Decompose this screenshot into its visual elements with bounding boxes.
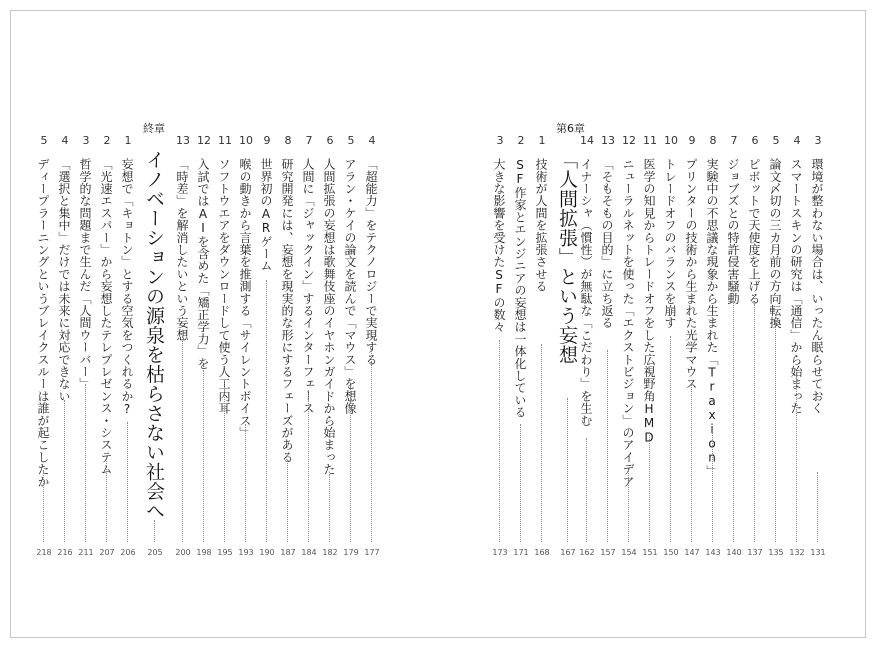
item-title: ジョブズとの特許侵害騒動 (726, 158, 740, 305)
leader-dots (329, 474, 330, 542)
page-number: 177 (364, 548, 380, 557)
item-number: 11 (218, 134, 232, 147)
item-title: 喉の動きから言葉を推測する「サイレントボイス」 (238, 158, 252, 439)
item-title: 入試ではAIを含めた「矯正学力」を (196, 158, 210, 370)
page-number: 195 (217, 548, 233, 557)
leader-dots (245, 424, 246, 542)
item-title: 「時差」を解消したいという妄想 (175, 158, 189, 341)
chapter-label: 終章 (143, 122, 165, 135)
page-number: 135 (768, 548, 784, 557)
leader-dots (567, 398, 568, 542)
item-title: トレードオフのバランスを崩す (663, 158, 677, 329)
leader-dots (691, 384, 692, 542)
page-number: 168 (534, 548, 550, 557)
item-title: イナーシャ（慣性）が無駄な「こだわり」を生む (579, 158, 593, 427)
leader-dots (628, 470, 629, 542)
page-number: 171 (513, 548, 529, 557)
page-number: 200 (175, 548, 191, 557)
leader-dots (154, 520, 155, 542)
item-title: ディープラーニングというブレイクスルーは誰が起こしたか (36, 158, 50, 488)
item-title: 環境が整わない場合は、いったん眠らせておく (810, 158, 824, 415)
chapter-heading[interactable] (143, 0, 167, 650)
page-number: 190 (259, 548, 275, 557)
leader-dots (350, 386, 351, 542)
item-number: 4 (368, 134, 376, 147)
item-number: 8 (709, 134, 717, 147)
item-title: 「光速エスパー」から妄想したテレプレゼンス・システム (99, 158, 113, 476)
item-title: ソフトウエアをダウンロードして使う人工内耳 (217, 158, 231, 415)
page-number: 218 (36, 548, 52, 557)
item-title: アラン・ケイの論文を読んで「マウス」を想像 (343, 158, 357, 415)
item-number: 1 (538, 134, 546, 147)
item-number: 1 (124, 134, 132, 147)
item-title: 人間に「ジャックイン」するインターフェース (301, 158, 315, 415)
item-number: 13 (601, 134, 615, 147)
item-title: 世界初のARゲーム (259, 158, 273, 272)
page-number: 132 (789, 548, 805, 557)
leader-dots (43, 470, 44, 542)
page-number: 179 (343, 548, 359, 557)
leader-dots (224, 380, 225, 542)
leader-dots (287, 460, 288, 542)
item-number: 4 (793, 134, 801, 147)
leader-dots (203, 370, 204, 542)
item-number: 14 (580, 134, 594, 147)
page-number: 211 (78, 548, 94, 557)
page-number: 206 (120, 548, 136, 557)
item-title: 大きな影響を受けたSFの数々 (492, 158, 506, 333)
item-number: 5 (772, 134, 780, 147)
toc-item[interactable] (34, 0, 54, 650)
leader-dots (670, 336, 671, 542)
leader-dots (775, 320, 776, 542)
page-number: 184 (301, 548, 317, 557)
leader-dots (499, 340, 500, 542)
item-title: 「超能力」をテクノロジーで実現する (364, 158, 378, 366)
item-number: 3 (82, 134, 90, 147)
item-title: 「そもそもの目的」に立ち返る (600, 158, 614, 329)
item-number: 5 (347, 134, 355, 147)
item-title: 実験中の不思議な現象から生まれた「Traxion」 (705, 158, 719, 477)
item-title: 妄想で「キョトン」とする空気をつくれるか? (120, 158, 134, 417)
page-number: 205 (147, 548, 163, 557)
page-number: 143 (705, 548, 721, 557)
item-number: 9 (688, 134, 696, 147)
leader-dots (182, 336, 183, 542)
leader-dots (371, 350, 372, 542)
chapter-heading[interactable] (556, 0, 585, 650)
item-title: 「選択と集中」だけでは未来に対応できない (57, 158, 71, 402)
page-number: 137 (747, 548, 763, 557)
leader-dots (308, 390, 309, 542)
leader-dots (733, 290, 734, 542)
page-number: 150 (663, 548, 679, 557)
leader-dots (586, 438, 587, 542)
item-title: ピボットで天使度を上げる (747, 158, 761, 305)
leader-dots (520, 424, 521, 542)
item-number: 7 (730, 134, 738, 147)
page-number: 140 (726, 548, 742, 557)
item-number: 13 (176, 134, 190, 147)
item-title: プリンターの技術から生まれた光学マウス (684, 158, 698, 390)
item-number: 10 (664, 134, 678, 147)
item-number: 3 (814, 134, 822, 147)
page-number: 162 (579, 548, 595, 557)
item-number: 2 (103, 134, 111, 147)
leader-dots (796, 376, 797, 542)
item-number: 7 (305, 134, 313, 147)
leader-dots (127, 422, 128, 542)
leader-dots (712, 430, 713, 542)
page-number: 193 (238, 548, 254, 557)
leader-dots (754, 304, 755, 542)
item-number: 8 (284, 134, 292, 147)
item-number: 12 (622, 134, 636, 147)
leader-dots (85, 384, 86, 542)
item-title: 医学の知見からトレードオフをした広視野角HMD (642, 158, 656, 445)
page-number: 198 (196, 548, 212, 557)
chapter-label: 第6章 (556, 122, 585, 135)
item-title: ニューラルネットを使った「エクストビジョン」のアイデア (621, 158, 635, 488)
leader-dots (266, 280, 267, 542)
page-number: 216 (57, 548, 73, 557)
item-number: 6 (751, 134, 759, 147)
toc-item[interactable] (173, 0, 193, 650)
item-title: スマートスキンの研究は「通信」から始まった (789, 158, 803, 415)
item-title: 哲学的な問題まで生んだ「人間ウーバー」 (78, 158, 92, 390)
page-number: 182 (322, 548, 338, 557)
item-number: 3 (496, 134, 504, 147)
page-number: 131 (810, 548, 826, 557)
item-number: 9 (263, 134, 271, 147)
chapter-title: イノベーションの源泉を枯らさない社会へ (143, 150, 165, 521)
item-title: SF作家とエンジニアの妄想は一体化している (513, 158, 527, 419)
page-number: 207 (99, 548, 115, 557)
item-number: 10 (239, 134, 253, 147)
leader-dots (64, 400, 65, 542)
page-number: 151 (642, 548, 658, 557)
item-number: 4 (61, 134, 69, 147)
item-number: 12 (197, 134, 211, 147)
item-number: 5 (40, 134, 48, 147)
page-number: 147 (684, 548, 700, 557)
page-number: 154 (621, 548, 637, 557)
item-number: 6 (326, 134, 334, 147)
page-number: 187 (280, 548, 296, 557)
toc-item[interactable] (490, 0, 510, 650)
item-title: 研究開発には、妄想を現実的な形にするフェーズがある (280, 158, 294, 463)
leader-dots (541, 344, 542, 542)
leader-dots (607, 350, 608, 542)
item-number: 2 (517, 134, 525, 147)
item-title: 技術が人間を拡張させる (534, 158, 548, 293)
item-title: 論文〆切の三カ月前の方向転換 (768, 158, 782, 329)
leader-dots (649, 432, 650, 542)
leader-dots (106, 456, 107, 542)
page-number: 167 (560, 548, 576, 557)
leader-dots (817, 472, 818, 542)
chapter-title: 「人間拡張」という妄想 (556, 150, 578, 365)
page-number: 157 (600, 548, 616, 557)
item-number: 11 (643, 134, 657, 147)
item-title: 人間拡張の妄想は歌舞伎座のイヤホンガイドから始まった (322, 158, 336, 476)
page-number: 173 (492, 548, 508, 557)
